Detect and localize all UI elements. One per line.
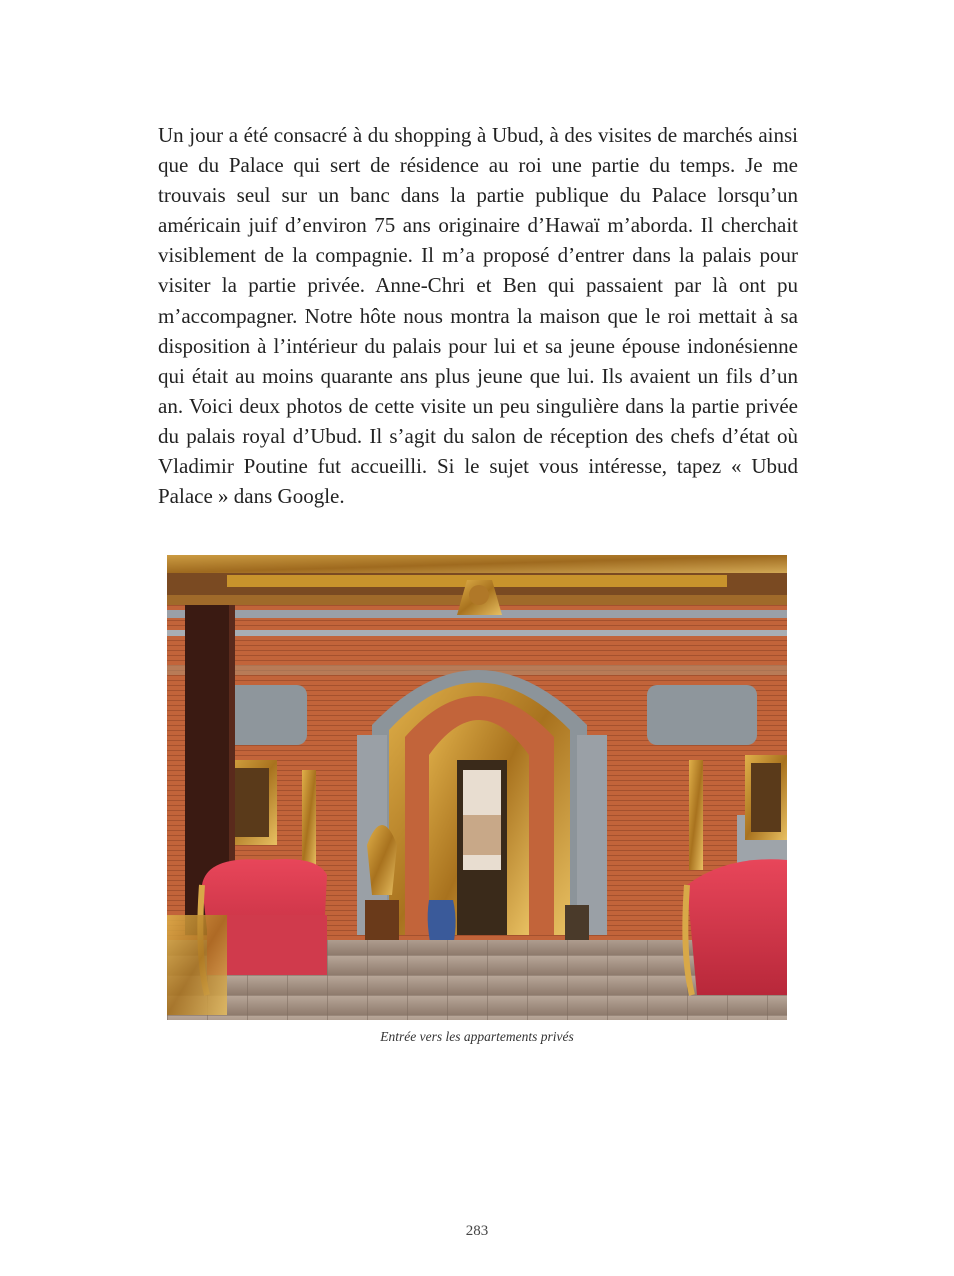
page-number: 283 <box>465 1223 489 1239</box>
body-paragraph: Un jour a été consacré à du shopping à Ubud, à des visites de marchés ainsi que du Palace qui sert de résidence au roi une partie du temps. Je me trouvais seul sur un banc dans la partie publique du Palace lorsqu’un américain juif d’environ 75 ans originaire d’Hawaï m’aborda. Il cherchait visiblement de la compagnie. Il m’a proposé d’entrer dans la palais pour visiter la partie privée. Anne-Chri et Ben qui passaient par là ont pu m’accompagner. Notre hôte nous montra la maison que le roi mettait à sa disposition à l’intérieur du palais pour lui et sa jeune épouse indonésienne qui était au moins quarante ans plus jeune que lui. Ils avaient un fils d’un an. Voici deux photos de cette visite un peu singulière dans la partie privée du palais royal d’Ubud. Il s’agit du salon de réception des chefs d’état où Vladimir Poutine fut accueilli. Si le sujet vous intéresse, tapez « Ubud Palace » dans Google. <box>158 123 798 509</box>
palace-photo <box>167 555 787 1020</box>
figure-caption: Entrée vers les appartements privés <box>380 1029 574 1044</box>
